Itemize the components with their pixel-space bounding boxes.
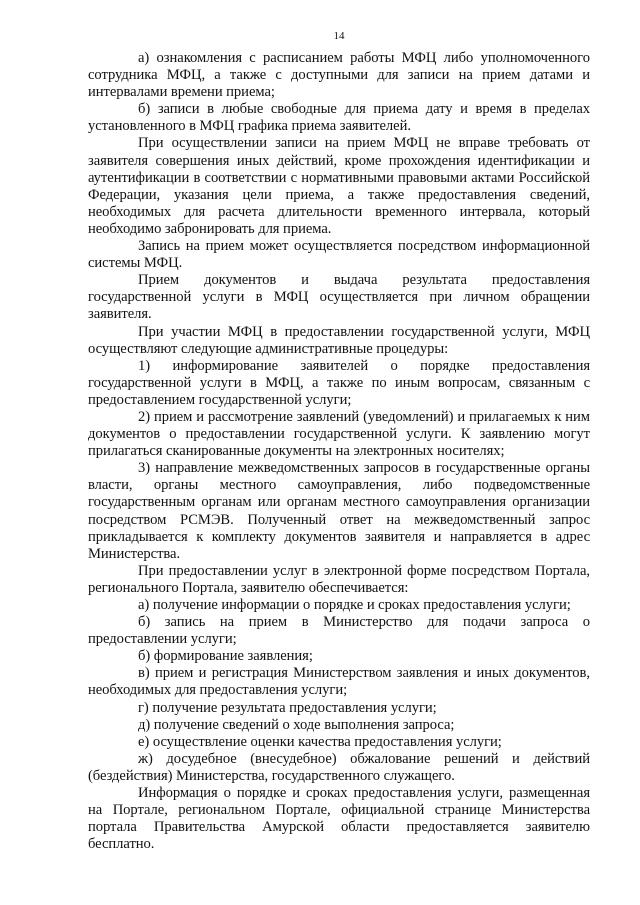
list-item-b2: б) формирование заявления; — [138, 648, 313, 665]
page-number: 14 — [333, 30, 345, 42]
paragraph-6: При участии МФЦ в предоставлении государственной услуги, МФЦ осуществляют следующие административные процедуры: — [88, 323, 590, 357]
list-item-v: в) прием и регистрация Министерством заявления и иных документов, необходимых для предоставления услуги; — [88, 665, 590, 699]
paragraph-3: При осуществлении записи на прием МФЦ не вправе требовать от заявителя совершения иных действий, кроме прохождения идентификации и аутентификации в соответствии с нормативными правовыми актами Российской Федерации, указания цели приема, а также предоставления сведений, необходимых для расчета длительности временного интервала, который необходимо забронировать для приема. — [88, 135, 590, 237]
paragraph-5: Прием документов и выдача результата предоставления государственной услуги в МФЦ осуществляется при личном обращении заявителя. — [88, 272, 590, 323]
document-body — [88, 50, 590, 853]
list-item-zh: ж) досудебное (внесудебное) обжалование решений и действий (бездействия) Министерства, государственного служащего. — [88, 750, 590, 784]
paragraph-1: а) ознакомления с расписанием работы МФЦ либо уполномоченного сотрудника МФЦ, а также с доступными для записи на прием датами и интервалами времени приема; — [88, 50, 590, 101]
list-item-d: д) получение сведений о ходе выполнения запроса; — [138, 716, 455, 733]
paragraph-8: Информация о порядке и сроках предоставления услуги, размещенная на Портале, региональном Портале, официальной странице Министерства портала Правительства Амурской области предоставляется заявителю бесплатно. — [88, 785, 590, 853]
list-item-a: а) получение информации о порядке и сроках предоставления услуги; — [138, 597, 571, 613]
list-item-g: г) получение результата предоставления услуги; — [138, 699, 437, 716]
list-item-1: 1) информирование заявителей о порядке предоставления государственной услуги в МФЦ, а также по иным вопросам, связанным с предоставлением государственной услуги; — [88, 357, 590, 408]
list-item-2: 2) прием и рассмотрение заявлений (уведомлений) и прилагаемых к ним документов о предоставлении государственной услуги. К заявлению могут прилагаться сканированные документы на электронных носителях; — [88, 408, 590, 460]
list-item-e: е) осуществление оценки качества предоставления услуги; — [138, 733, 502, 750]
list-item-3: 3) направление межведомственных запросов в государственные органы власти, органы местного самоуправления, либо подведомственные государственным органам или органам местного самоуправления организации посредством РСМЭВ. Полученный ответ на межведомственный запрос прикладывается к комплекту документов заявителя и направляется в адрес Министерства. — [88, 460, 590, 562]
list-item-b: б) запись на прием в Министерство для подачи запроса о предоставлении услуги; — [88, 614, 590, 648]
paragraph-4: Запись на прием может осуществляется посредством информационной системы МФЦ. — [88, 238, 590, 272]
paragraph-2: б) записи в любые свободные для приема дату и время в пределах установленного в МФЦ графика приема заявителей. — [88, 101, 590, 135]
paragraph-7: При предоставлении услуг в электронной форме посредством Портала, регионального Портала, заявителю обеспечивается: — [88, 562, 590, 596]
